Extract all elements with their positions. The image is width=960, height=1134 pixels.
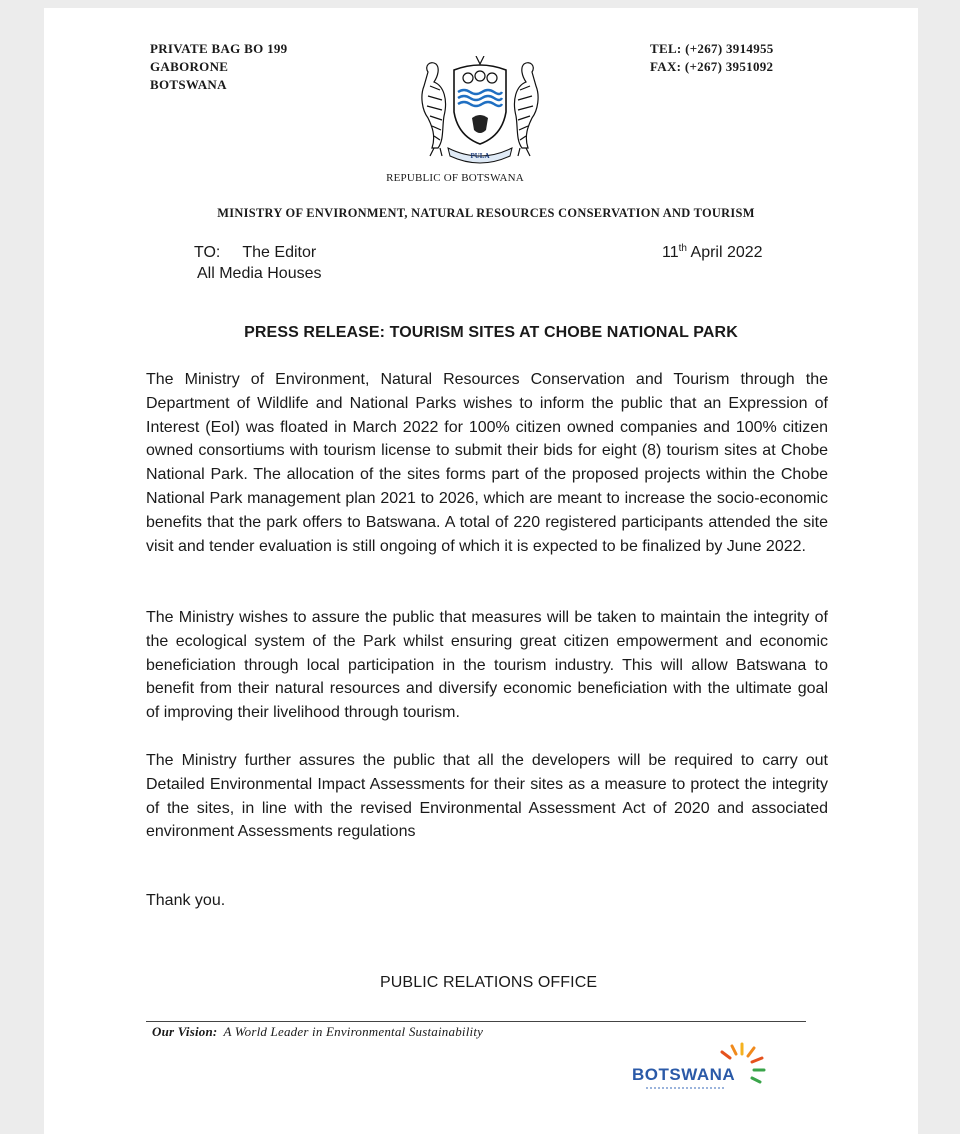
brand-wordmark: BOTSWANA: [632, 1065, 736, 1084]
ministry-name: MINISTRY OF ENVIRONMENT, NATURAL RESOURCES CONSERVATION AND TOURISM: [217, 206, 755, 220]
telephone: TEL: (+267) 3914955: [650, 41, 774, 56]
contact-numbers: [650, 40, 774, 76]
footer-divider: [146, 1021, 806, 1022]
body-paragraph: The Ministry further assures the public that all the developers will be required to carry out Detailed Environmental Impact Assessments for their sites as a measure to protect the integrity of the sites, in line with the revised Environmental Assessment Act of 2020 and associated environment Assessments regulations: [146, 752, 828, 841]
crest-motto: PULA: [470, 152, 490, 160]
addressee-line-1: [194, 242, 316, 263]
coat-of-arms-icon: [414, 56, 546, 168]
body-paragraph: The Ministry of Environment, Natural Resources Conservation and Tourism through the Department of Wildlife and National Parks wishes to inform the public that an Expression of Interest (EoI) was floated in March 2022 for 100% citizen owned companies and 100% citizen owned consortiums with tourism license to submit their bids for eight (8) tourism sites at Chobe National Park. The allocation of the sites forms part of the proposed projects within the Chobe National Park management plan 2021 to 2026, which are meant to increase the socio-economic benefits that the park offers to Batswana. A total of 220 registered participants attended the site visit and tender evaluation is still ongoing of which it is expected to be finalized by June 2022.: [146, 371, 828, 555]
botswana-tourism-logo-icon: [624, 1040, 774, 1096]
date-suffix: th: [678, 243, 687, 254]
address-line: GABORONE: [150, 59, 229, 74]
body-paragraph: The Ministry wishes to assure the public that measures will be taken to maintain the integrity of the ecological system of the Park whilst ensuring great citizen empowerment and economic beneficiation through local participation in the tourism industry. This will allow Batswana to benefit from their natural resources and diversify economic beneficiation with the ultimate goal of improving their livelihood through tourism.: [146, 609, 828, 722]
date-month-year: April 2022: [686, 244, 763, 261]
press-release-headline: PRESS RELEASE: TOURISM SITES AT CHOBE NATIONAL PARK: [244, 324, 738, 341]
closing-text: Thank you.: [146, 892, 226, 909]
vision-text: A World Leader in Environmental Sustainability: [223, 1024, 484, 1039]
addressee-editor: The Editor: [242, 244, 317, 261]
vision-label: Our Vision:: [152, 1024, 218, 1039]
address-line: BOTSWANA: [150, 77, 227, 92]
vision-statement: [152, 1024, 483, 1040]
postal-address: [150, 40, 287, 94]
to-label: TO:: [194, 244, 221, 261]
address-line: PRIVATE BAG BO 199: [150, 41, 288, 56]
addressee-line-2: All Media Houses: [197, 265, 322, 282]
republic-title: REPUBLIC OF BOTSWANA: [386, 172, 524, 184]
letter-date: [662, 242, 763, 263]
signoff-office: PUBLIC RELATIONS OFFICE: [380, 974, 598, 991]
date-day: 11: [662, 244, 679, 261]
fax: FAX: (+267) 3951092: [650, 59, 774, 74]
